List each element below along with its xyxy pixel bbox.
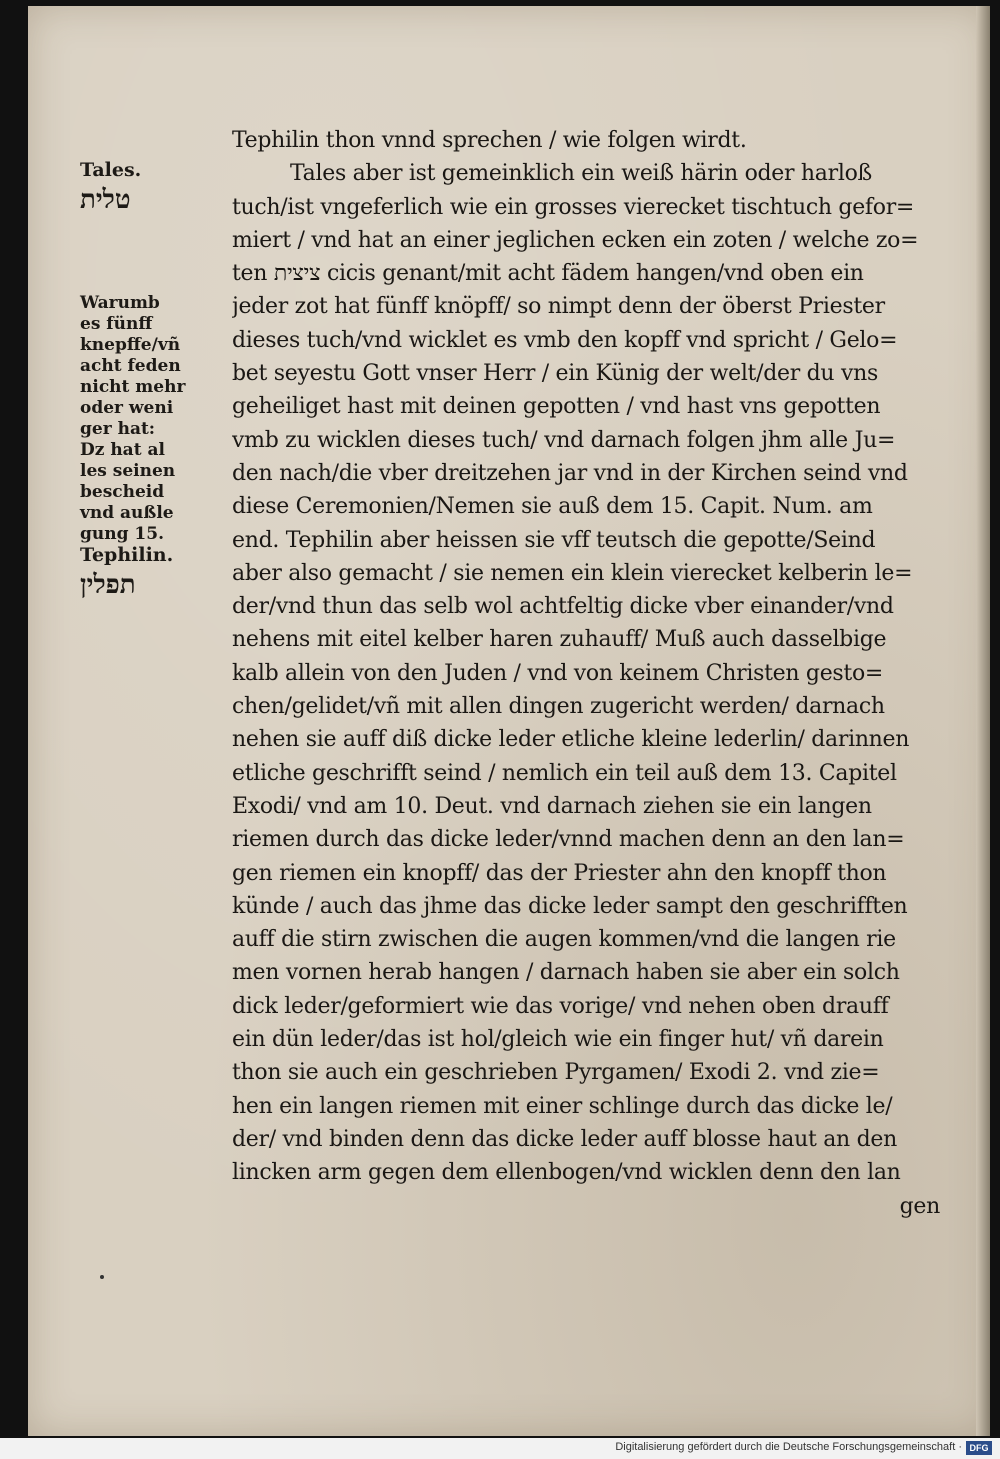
text-line: gen riemen ein knopff/ das der Priester ahn den knopff thon	[232, 860, 887, 886]
text-line: künde / auch das jhme das dicke leder sampt den geschrifften	[232, 893, 908, 919]
text-line: vmb zu wicklen dieses tuch/ vnd darnach folgen jhm alle Ju=	[232, 427, 896, 453]
text-line: nehens mit eitel kelber haren zuhauff/ Muß auch dasselbige	[232, 627, 887, 653]
text-line: Exodi/ vnd am 10. Deut. vnd darnach ziehen sie ein langen	[232, 793, 872, 819]
text-line: dick leder/geformiert wie das vorige/ vnd nehen oben drauff	[232, 993, 889, 1019]
text-line: chen/gelidet/vñ mit allen dingen zugericht werden/ darnach	[232, 694, 885, 720]
margin-hebrew-tephilin: תפלין	[80, 570, 136, 600]
text-line: der/ vnd binden denn das dicke leder auff blosse haut an den	[232, 1126, 897, 1152]
text-line: ein dün leder/das ist hol/gleich wie ein finger hut/ vñ darein	[232, 1027, 884, 1053]
text-line: den nach/die vber dreitzehen jar vnd in der Kirchen seind vnd	[232, 460, 908, 486]
text-line: kalb allein von den Juden / vnd von keinem Christen gesto=	[232, 660, 884, 686]
margin-hebrew-tales: טלית	[80, 185, 131, 215]
text-line: der/vnd thun das selb wol achtfeltig dicke vber einander/vnd	[232, 594, 894, 620]
text-line: end. Tephilin aber heissen sie vff teutsch die gepotte/Seind	[232, 527, 876, 553]
text-line: diese Ceremonien/Nemen sie auß dem 15. Capit. Num. am	[232, 494, 873, 520]
margin-notes	[80, 160, 220, 606]
ink-speck	[100, 1275, 104, 1279]
margin-label-tales: Tales.	[80, 159, 142, 181]
text-line: Tephilin thon vnnd sprechen / wie folgen wirdt.	[232, 128, 747, 153]
text-line: Tales aber ist gemeinklich ein weiß härin oder harloß	[290, 161, 872, 187]
text-line: men vornen herab hangen / darnach haben sie aber ein solch	[232, 960, 900, 986]
text-line: ten ציצית cicis genant/mit acht fädem hangen/vnd oben ein	[232, 261, 864, 287]
text-line: auff die stirn zwischen die augen kommen/vnd die langen rie	[232, 927, 896, 953]
text-line: hen ein langen riemen mit einer schlinge durch das dicke le/	[232, 1093, 893, 1119]
main-text-column	[232, 124, 952, 1223]
margin-label-tephilin: Tephilin.	[80, 544, 174, 566]
text-line: thon sie auch ein geschrieben Pyrgamen/ Exodi 2. vnd zie=	[232, 1060, 880, 1086]
funding-credit: Digitalisierung gefördert durch die Deutsche Forschungsgemeinschaft ·	[615, 1441, 962, 1453]
dfg-logo: DFG	[966, 1441, 992, 1455]
text-line: geheiliget hast mit deinen gepotten / vnd hast vns gepotten	[232, 394, 881, 420]
margin-spacer	[80, 221, 220, 293]
text-line: miert / vnd hat an einer jeglichen ecken ein zoten / welche zo=	[232, 227, 919, 253]
text-line: jeder zot hat fünff knöpff/ so nimpt denn der öberst Priester	[232, 294, 885, 320]
footer-bar	[0, 1438, 1000, 1459]
text-line: tuch/ist vngeferlich wie ein grosses vierecket tischtuch gefor=	[232, 194, 915, 220]
text-line: riemen durch das dicke leder/vnnd machen denn an den lan=	[232, 827, 905, 853]
text-line: aber also gemacht / sie nemen ein klein vierecket kelberin le=	[232, 560, 913, 586]
text-line: bet seyestu Gott vnser Herr / ein Künig der welt/der du vns	[232, 361, 878, 387]
text-line: lincken arm gegen dem ellenbogen/vnd wicklen denn den lan	[232, 1160, 901, 1186]
margin-note-why: Warumb es fünff knepffe/vñ acht feden nicht mehr oder weni ger hat: Dz hat al les seinen bescheid vnd außle gung 15.	[80, 293, 186, 544]
catchword: gen	[899, 1193, 940, 1219]
text-line: nehen sie auff diß dicke leder etliche kleine lederlin/ darinnen	[232, 727, 910, 753]
text-line: dieses tuch/vnd wicklet es vmb den kopff vnd spricht / Gelo=	[232, 327, 898, 353]
text-line: etliche geschrifft seind / nemlich ein teil auß dem 13. Capitel	[232, 760, 897, 786]
page-edge	[976, 6, 990, 1436]
